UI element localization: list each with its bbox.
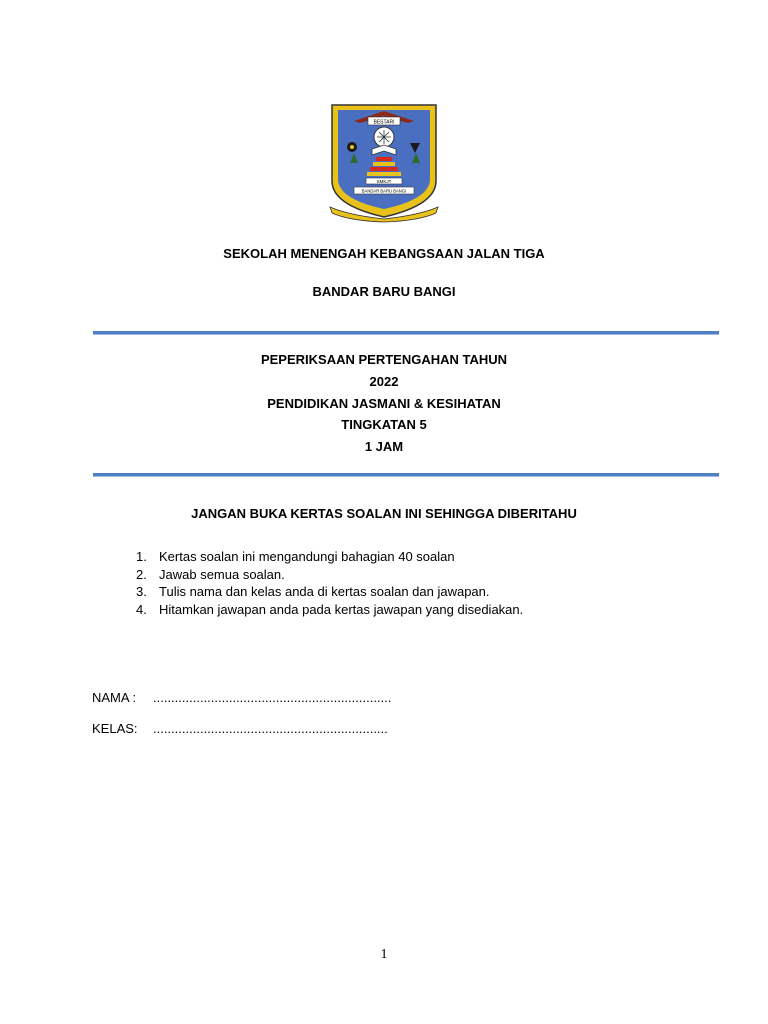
divider-bottom <box>93 473 719 477</box>
instructions-list <box>136 548 523 618</box>
svg-text:SMKJT: SMKJT <box>376 179 392 184</box>
divider-top <box>93 331 719 335</box>
instruction-number: 2. <box>136 566 147 582</box>
page-number: 1 <box>380 947 388 962</box>
instruction-item <box>136 548 523 566</box>
class-field[interactable] <box>92 721 388 736</box>
exam-duration: 1 JAM <box>364 439 404 454</box>
warning-notice: JANGAN BUKA KERTAS SOALAN INI SEHINGGA DIBERITAHU <box>191 506 577 521</box>
name-blank[interactable]: .................................................................. <box>153 690 392 705</box>
instruction-item <box>136 566 523 584</box>
school-name: SEKOLAH MENENGAH KEBANGSAAN JALAN TIGA <box>223 246 545 261</box>
instruction-number: 3. <box>136 584 147 599</box>
name-label: NAMA : <box>92 690 137 705</box>
exam-form: TINGKATAN 5 <box>341 417 427 432</box>
svg-text:BANDAR BARU BANGI: BANDAR BARU BANGI <box>361 188 407 194</box>
school-crest-logo <box>328 103 440 223</box>
exam-subject: PENDIDIKAN JASMANI & KESIHATAN <box>267 396 501 411</box>
instruction-text: Hitamkan jawapan anda pada kertas jawapan yang disediakan. <box>159 601 524 617</box>
instruction-item <box>136 601 523 619</box>
class-label: KELAS: <box>92 721 138 736</box>
name-field[interactable] <box>92 690 391 705</box>
instruction-text: Tulis nama dan kelas anda di kertas soalan dan jawapan. <box>159 584 490 599</box>
instruction-text: Jawab semua soalan. <box>159 566 285 582</box>
svg-text:BESTARI: BESTARI <box>373 119 395 126</box>
class-blank[interactable]: ................................................................. <box>153 721 388 736</box>
instruction-number: 1. <box>136 549 147 564</box>
school-location: BANDAR BARU BANGI <box>312 284 456 299</box>
exam-title: PEPERIKSAAN PERTENGAHAN TAHUN <box>260 352 508 367</box>
instruction-number: 4. <box>136 601 147 617</box>
instruction-item <box>136 583 523 601</box>
instruction-text: Kertas soalan ini mengandungi bahagian 40 soalan <box>159 549 455 564</box>
exam-year: 2022 <box>369 374 399 389</box>
